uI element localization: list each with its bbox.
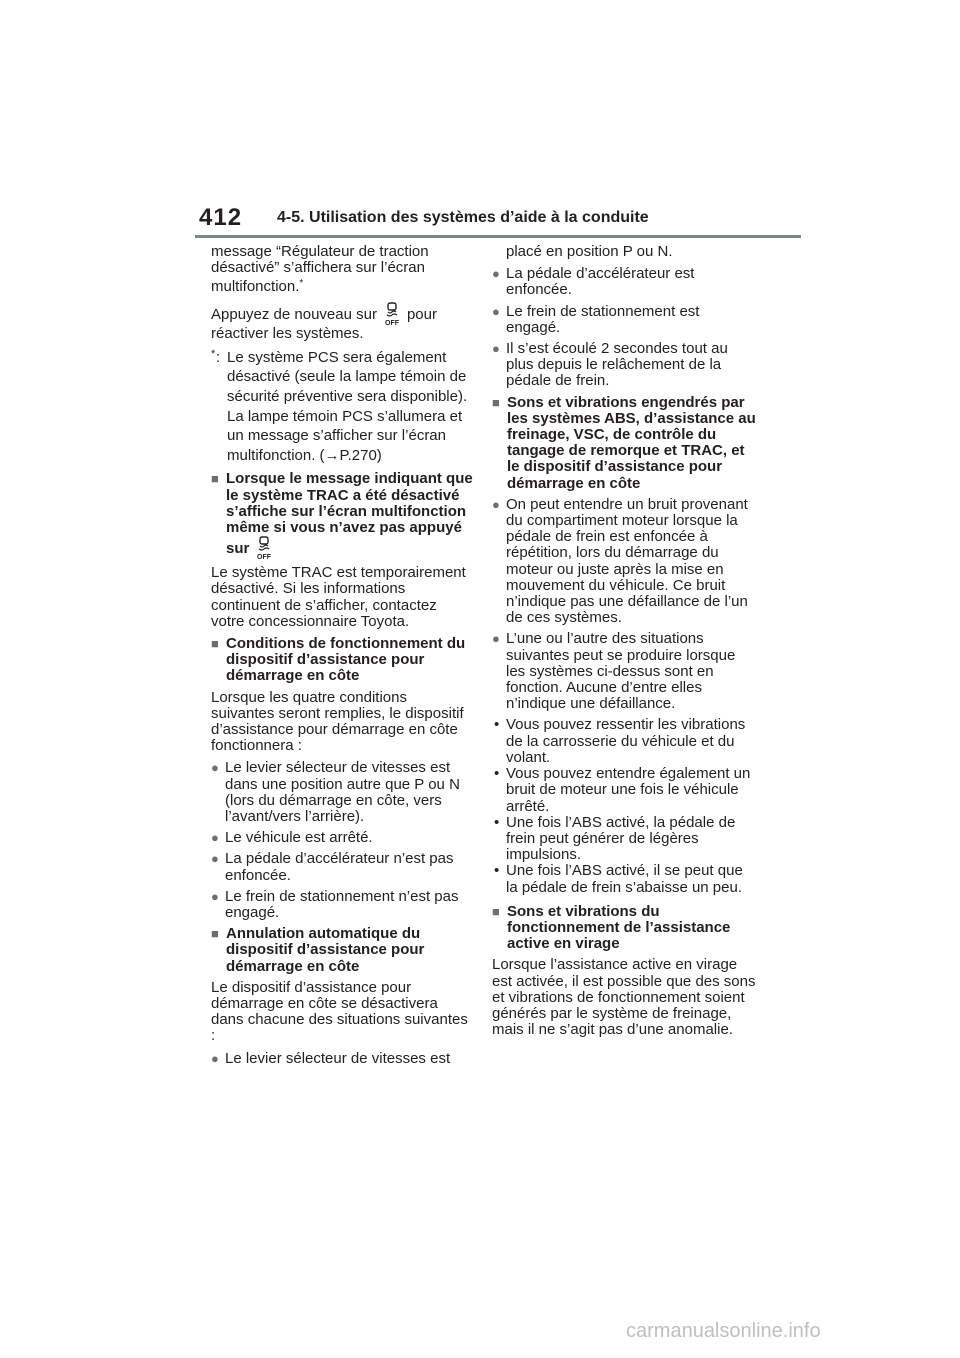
paragraph: Le dispositif d’assistance pour démarrage en côte se désactivera dans chacune des situations suivantes :	[211, 978, 468, 1045]
subheading: ■ Sons et vibrations engendrés par les systèmes ABS, d’assistance au freinage, VSC, de contrôle du tangage de remorque et TRAC, et le dispositif d’assistance pour démarrage en côte	[492, 395, 756, 492]
list-item: ● Il s’est écoulé 2 secondes tout au plus depuis le relâchement de la pédale de frein.	[492, 341, 756, 390]
sub-list-item: • Vous pouvez ressentir les vibrations de la carrosserie du véhicule et du volant.	[492, 717, 756, 766]
section-title: 4-5. Utilisation des systèmes d’aide à la conduite	[277, 209, 649, 226]
paragraph: Lorsque l’assistance active en virage est activée, il est possible que des sons et vibrations de fonctionnement soient générés par le système de freinage, mais il ne s’agit pas d’une anomalie.	[492, 956, 756, 1039]
list-item: ● Le levier sélecteur de vitesses est dans une position autre que P ou N (lors du démarrage en côte, vers l’avant/vers l’arrière).	[211, 760, 473, 825]
list-item: ● La pédale d’accélérateur est enfoncée.	[492, 266, 756, 298]
header-rule	[195, 235, 801, 238]
subheading: ■ Sons et vibrations du fonctionnement de l’assistance active en virage	[492, 904, 756, 953]
right-column	[492, 244, 756, 1044]
sub-list-item: • Une fois l’ABS activé, la pédale de frein peut générer de légères impulsions.	[492, 815, 756, 864]
page-header	[195, 204, 801, 238]
svg-text:OFF: OFF	[384, 319, 399, 326]
subheading: ■ Conditions de fonctionnement du dispositif d’assistance pour démarrage en côte	[211, 636, 473, 685]
list-item-continuation: placé en position P ou N.	[506, 243, 673, 260]
list-item: ● Le levier sélecteur de vitesses est	[211, 1051, 473, 1067]
sub-list-item: • Vous pouvez entendre également un bruit de moteur une fois le véhicule arrêté.	[492, 766, 756, 815]
page-number: 412	[199, 204, 243, 231]
paragraph: Le système TRAC est temporairement désactivé. Si les informations continuent de s’afficher, contactez votre concessionnaire Toyota.	[211, 564, 466, 630]
list-item: ● La pédale d’accélérateur n’est pas enfoncée.	[211, 851, 473, 883]
list-item: ● Le frein de stationnement est engagé.	[492, 304, 756, 336]
footnote: * : Le système PCS sera également désactivé (seule la lampe témoin de sécurité préventive sera disponible). La lampe témoin PCS s’allumera et un message s’afficher sur l’écran multifonction. (→P.270)	[211, 347, 468, 464]
watermark: carmanualsonline.info	[626, 1320, 821, 1342]
skid-car-off-icon	[253, 536, 275, 560]
paragraph: Lorsque les quatre conditions suivantes seront remplies, le dispositif d’assistance pour démarrage en côte fonctionnera :	[211, 688, 464, 755]
sub-list-item: • Une fois l’ABS activé, il se peut que la pédale de frein s’abaisse un peu.	[492, 863, 756, 895]
svg-text:OFF: OFF	[257, 554, 272, 561]
paragraph: message “Régulateur de traction désactivé” s’affichera sur l’écran multifonction.*	[211, 243, 429, 296]
subheading: ■ Lorsque le message indiquant que le système TRAC a été désactivé s’affiche sur l’écran multifonction même si vous n’avez pas appuyé sur OFF	[211, 471, 473, 560]
paragraph: Appuyez de nouveau sur OFF pour réactiver les systèmes.	[211, 302, 473, 342]
left-column	[211, 244, 473, 1072]
list-item: ● Le frein de stationnement n’est pas engagé.	[211, 889, 473, 921]
subheading: ■ Annulation automatique du dispositif d’assistance pour démarrage en côte	[211, 926, 473, 975]
skid-car-off-icon	[381, 302, 403, 326]
list-item: ● L’une ou l’autre des situations suivantes peut se produire lorsque les systèmes ci-dessus sont en fonction. Aucune d’entre elles n’indique une défaillance.	[492, 631, 756, 712]
list-item: ● Le véhicule est arrêté.	[211, 830, 473, 846]
list-item: ● On peut entendre un bruit provenant du compartiment moteur lorsque la pédale de frein est enfoncée à répétition, lors du démarrage du moteur ou juste après la mise en mouvement du véhicule. Ce bruit n’indique pas une défaillance de l’un de ces systèmes.	[492, 497, 756, 627]
